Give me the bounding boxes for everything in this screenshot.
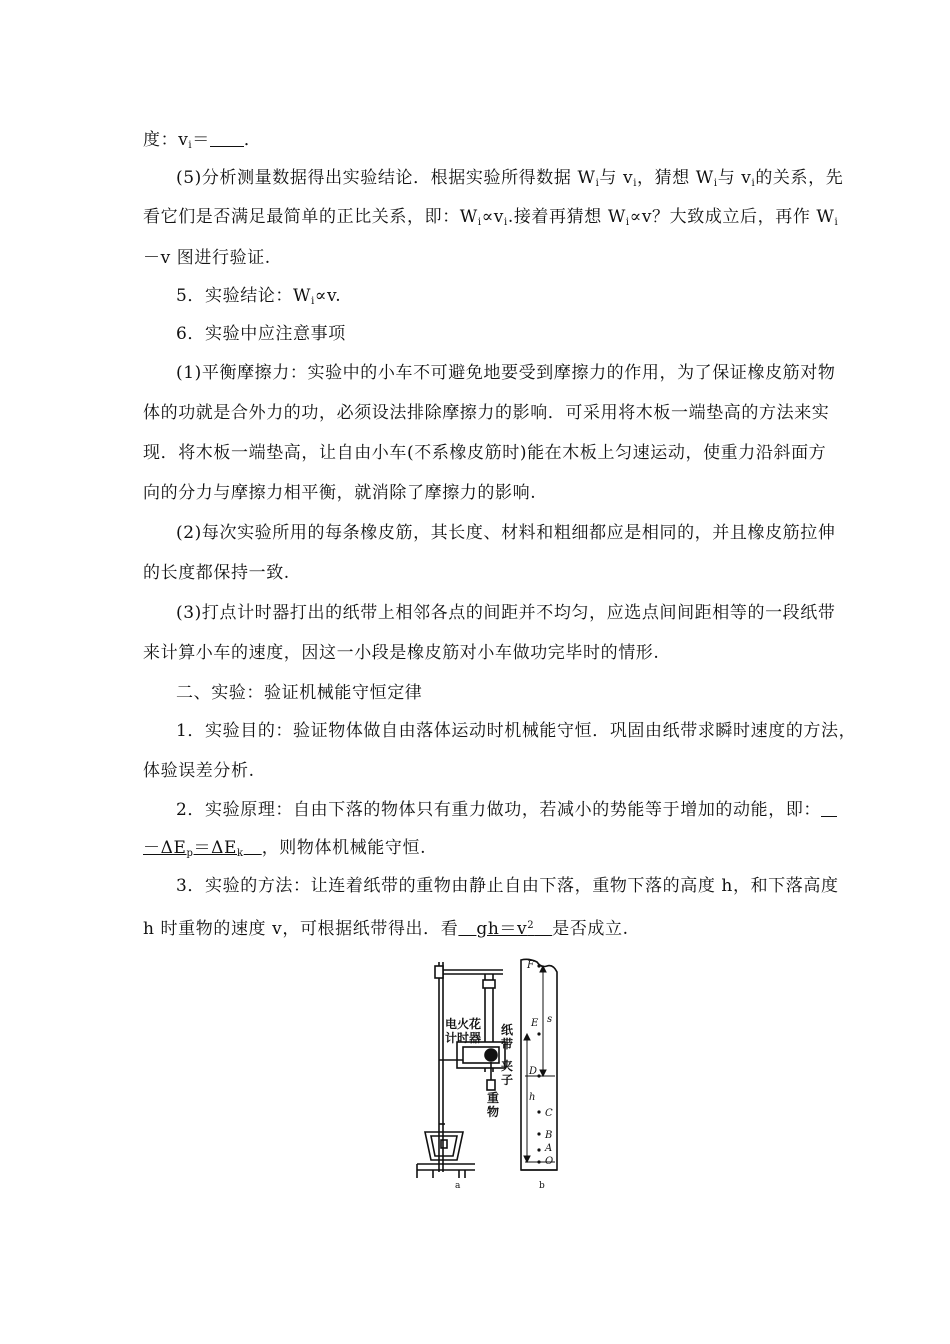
text-line bbox=[143, 401, 830, 425]
text: －ΔE bbox=[143, 838, 187, 858]
subscript: i bbox=[713, 178, 718, 189]
text: 的长度都保持一致. bbox=[143, 563, 290, 583]
weight-label: 重 bbox=[487, 1091, 500, 1105]
superscript: 2 bbox=[527, 920, 535, 931]
figure-svg bbox=[405, 952, 585, 1200]
text: 体验误差分析. bbox=[143, 761, 255, 781]
subscript: i bbox=[595, 178, 600, 189]
numbered-heading bbox=[176, 284, 856, 314]
weight-label: 物 bbox=[487, 1105, 500, 1119]
text: ∝v？大致成立后，再作 W bbox=[629, 207, 835, 227]
text: ，则物体机械能守恒. bbox=[261, 838, 427, 858]
text-line bbox=[143, 641, 823, 665]
text: 与 v bbox=[717, 168, 752, 188]
caption-b: b bbox=[539, 1181, 545, 1191]
text: ，猜想 W bbox=[637, 168, 714, 188]
text: 的关系，先 bbox=[755, 168, 844, 188]
text-line bbox=[143, 205, 839, 235]
text: 向的分力与摩擦力相平衡，就消除了摩擦力的影响. bbox=[143, 483, 537, 503]
text: 是否成立. bbox=[552, 919, 629, 939]
dim-h: h bbox=[529, 1092, 536, 1103]
point-B: B bbox=[545, 1130, 553, 1141]
text: 与 v bbox=[599, 168, 634, 188]
text: 1．实验目的：验证物体做自由落体运动时机械能守恒．巩固由纸带求瞬时速度的方法， bbox=[176, 721, 857, 741]
text-line bbox=[143, 759, 823, 783]
text: gh＝v bbox=[476, 919, 528, 939]
text: (2)每次实验所用的每条橡皮筋，其长度、材料和粗细都应是相同的，并且橡皮筋拉伸 bbox=[176, 523, 836, 543]
text: 体的功就是合外力的功，必须设法排除摩擦力的影响．可采用将木板一端垫高的方法来实 bbox=[143, 403, 830, 423]
text-line bbox=[143, 128, 823, 158]
text: .接着再猜想 W bbox=[507, 207, 626, 227]
numbered-heading bbox=[176, 322, 856, 346]
timer-label: 电火花 bbox=[445, 1017, 482, 1031]
apparatus-figure bbox=[405, 952, 585, 1200]
clip-label: 子 bbox=[501, 1073, 514, 1087]
text: 3．实验的方法：让连着纸带的重物由静止自由下落，重物下落的高度 h，和下落高度 bbox=[176, 876, 839, 896]
point-A: A bbox=[545, 1143, 553, 1154]
point-E: E bbox=[531, 1018, 539, 1029]
subscript: i bbox=[633, 178, 637, 189]
text: (3)打点计时器打出的纸带上相邻各点的间距并不均匀，应选点间间距相等的一段纸带 bbox=[176, 603, 836, 623]
text: (1)平衡摩擦力：实验中的小车不可避免地要受到摩擦力的作用，为了保证橡皮筋对物 bbox=[176, 363, 836, 383]
text: 来计算小车的速度，因这一小段是橡皮筋对小车做功完毕时的情形. bbox=[143, 643, 660, 663]
text-line bbox=[143, 481, 823, 505]
subscript: i bbox=[188, 140, 193, 151]
text: 6．实验中应注意事项 bbox=[176, 324, 346, 344]
text: ＝ bbox=[192, 130, 210, 150]
text: －v 图进行验证. bbox=[143, 248, 271, 268]
point-O: O bbox=[545, 1156, 554, 1167]
fill-blank bbox=[821, 800, 837, 817]
answer-underlined bbox=[143, 838, 262, 858]
dim-s: s bbox=[547, 1014, 553, 1025]
subscript: i bbox=[625, 217, 630, 228]
fill-blank bbox=[210, 130, 244, 147]
stand-apparatus bbox=[417, 962, 505, 1178]
timer-label: 计时器 bbox=[445, 1031, 482, 1045]
text-line bbox=[143, 246, 823, 270]
section-heading bbox=[176, 681, 856, 705]
subscript: i bbox=[504, 217, 508, 228]
text-line bbox=[176, 719, 856, 743]
text-line bbox=[143, 561, 823, 585]
point-C: C bbox=[545, 1108, 553, 1119]
text-line bbox=[176, 601, 856, 625]
text-line bbox=[176, 874, 856, 898]
clip-label: 夹 bbox=[501, 1059, 514, 1073]
subscript: p bbox=[186, 848, 194, 859]
answer-underlined bbox=[458, 919, 552, 939]
text: h 时重物的速度 v，可根据纸带得出．看 bbox=[143, 919, 459, 939]
text-line bbox=[176, 521, 856, 545]
subscript: i bbox=[477, 217, 482, 228]
tape-dots bbox=[537, 964, 540, 1163]
text-line bbox=[143, 441, 827, 465]
caption-a: a bbox=[455, 1181, 461, 1191]
tape-label: 纸 bbox=[501, 1023, 514, 1037]
text: ． bbox=[243, 130, 262, 150]
text: 看它们是否满足最简单的正比关系，即：W bbox=[143, 207, 478, 227]
text: ＝ΔE bbox=[193, 838, 238, 858]
tape-label: 带 bbox=[501, 1037, 514, 1051]
text-line bbox=[143, 914, 823, 941]
text: 现．将木板一端垫高，让自由小车(不系橡皮筋时)能在木板上匀速运动，使重力沿斜面方 bbox=[143, 443, 827, 463]
text: (5)分析测量数据得出实验结论．根据实验所得数据 W bbox=[176, 168, 596, 188]
text: ∝v. bbox=[314, 286, 342, 306]
text: 2．实验原理：自由下落的物体只有重力做功，若减小的势能等于增加的动能，即： bbox=[176, 800, 822, 820]
text: ∝v bbox=[481, 207, 504, 227]
text-line bbox=[176, 166, 856, 196]
text: 5．实验结论：W bbox=[176, 286, 312, 306]
text: 度：v bbox=[143, 130, 189, 150]
subscript: i bbox=[834, 217, 839, 228]
subscript: i bbox=[311, 296, 315, 307]
text-line bbox=[176, 798, 856, 822]
text-line bbox=[143, 836, 823, 866]
subscript: i bbox=[751, 178, 756, 189]
point-D: D bbox=[529, 1066, 538, 1077]
text-line bbox=[176, 361, 856, 385]
subscript: k bbox=[237, 848, 244, 859]
point-F: F bbox=[527, 960, 534, 971]
text: 二、实验：验证机械能守恒定律 bbox=[176, 683, 423, 703]
